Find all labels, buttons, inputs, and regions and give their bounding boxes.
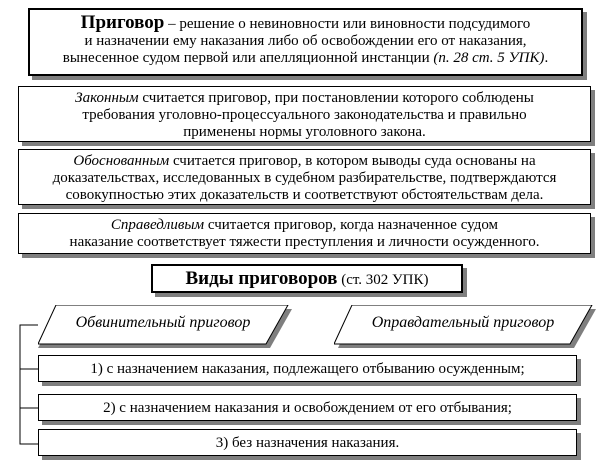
verdict-definition-box (28, 8, 583, 76)
verdict-term: Приговор (80, 12, 165, 33)
legal-line1: считается приговор, при постановлении которого соблюдены (138, 90, 534, 106)
verdict-item-3: 3) без назначения наказания. (38, 429, 577, 456)
guilty-verdict-parallelogram (38, 305, 288, 344)
legal-term: Законным (75, 90, 139, 106)
verdict-definition-line3: вынесенное судом первой или апелляционной инстанции (62, 50, 434, 66)
verdict-definition-line1: – решение о невиновности или виновности подсудимого (164, 16, 531, 32)
guilty-verdict-label: Обвинительный приговор (75, 314, 251, 331)
fair-line2: наказание соответствует тяжести преступления и личности осужденного. (69, 234, 540, 250)
fair-line1: считается приговор, когда назначенное судом (204, 217, 499, 233)
grounded-line2: доказательствах, исследованных в судебном разбирательстве, подтверждаются (52, 170, 557, 186)
grounded-term: Обоснованным (73, 153, 170, 169)
verdict-types-title: Виды приговоров (185, 268, 338, 289)
grounded-line1: считается приговор, в котором выводы суда основаны на (169, 153, 536, 169)
verdict-item-2: 2) с назначением наказания и освобождением от его отбывания; (38, 394, 577, 421)
verdict-definition-reference: (п. 28 ст. 5 УПК) (433, 50, 545, 66)
legal-line3: применены нормы уголовного закона. (183, 124, 426, 140)
verdict-types-box (151, 264, 463, 293)
fair-term: Справедливым (110, 217, 205, 233)
grounded-verdict-box (18, 149, 591, 205)
verdict-types-reference: (ст. 302 УПК) (337, 272, 429, 288)
legal-verdict-box (18, 86, 591, 142)
legal-line2: требования уголовно-процессуального законодательства и правильно (82, 107, 527, 123)
fair-verdict-box (18, 213, 591, 254)
acquittal-verdict-label: Оправдательный приговор (371, 314, 555, 331)
verdict-item-1: 1) с назначением наказания, подлежащего отбыванию осужденным; (38, 355, 577, 382)
verdict-definition-period: . (544, 50, 549, 66)
verdict-definition-line2: и назначении ему наказания либо об освобождении его от наказания, (84, 33, 527, 49)
acquittal-verdict-parallelogram (334, 305, 592, 344)
grounded-line3: совокупностью этих доказательств и соответствуют обстоятельствам дела. (65, 187, 544, 203)
